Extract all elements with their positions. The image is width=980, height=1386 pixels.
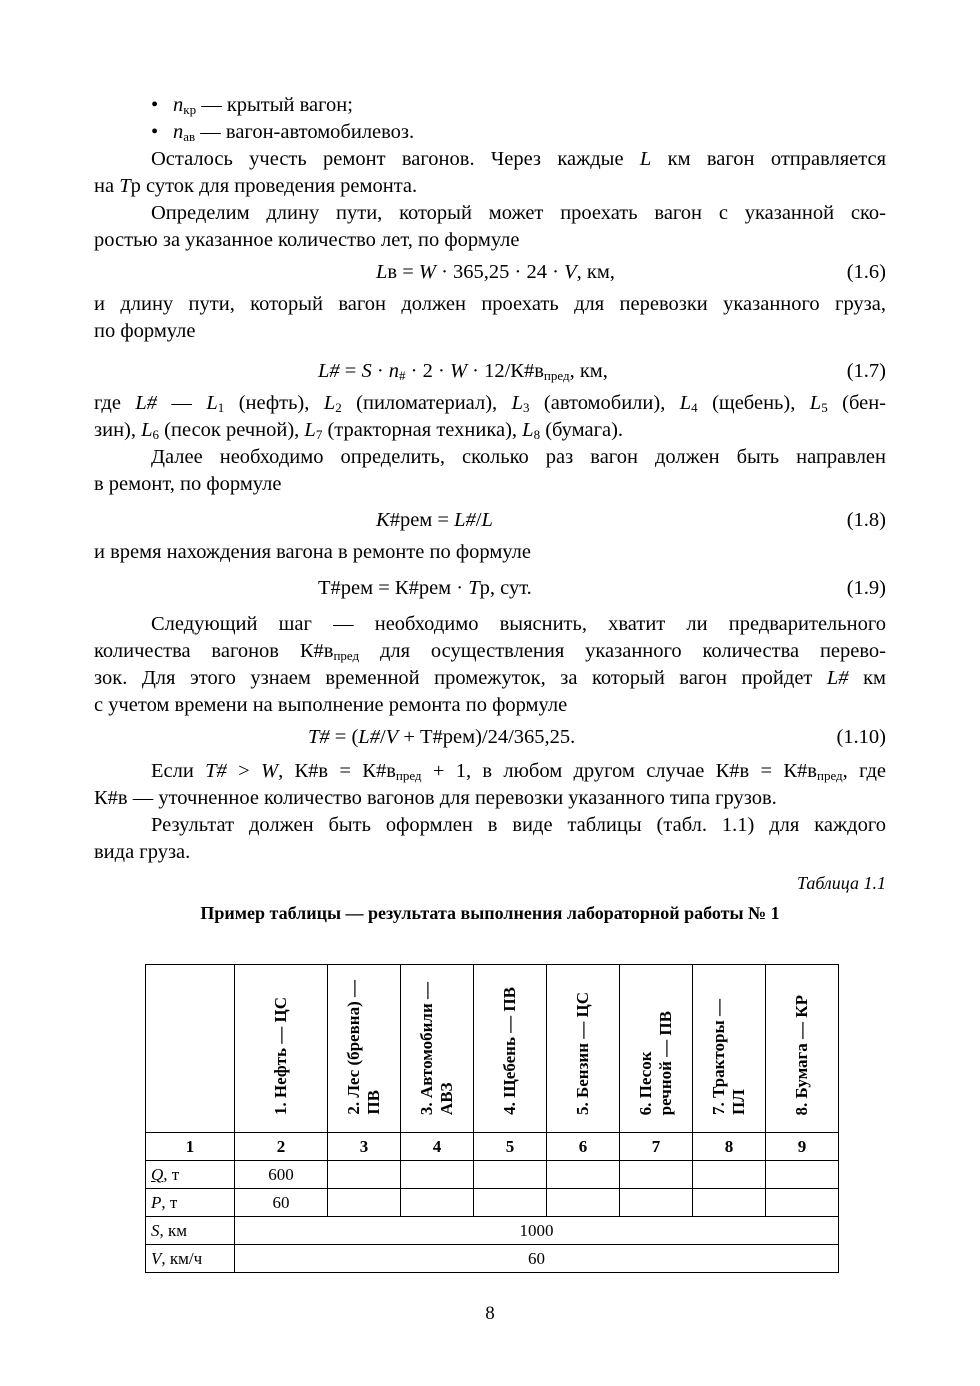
table-row	[146, 1161, 839, 1189]
symbol: L#	[135, 392, 157, 414]
table-cell	[620, 1161, 693, 1189]
table-cell	[547, 1189, 620, 1217]
page-content	[94, 92, 886, 926]
symbol: L	[679, 392, 692, 414]
formula-number: (1.8)	[846, 509, 886, 531]
list-item	[94, 119, 886, 146]
paragraph-line: Следующий шаг — необходимо выяснить, хватит ли предварительного	[151, 613, 886, 635]
table-cell	[547, 1161, 620, 1189]
column-header	[636, 1011, 676, 1127]
table-cell: 600	[235, 1161, 328, 1189]
text: р суток для проведения ремонта.	[130, 175, 418, 197]
symbol: W	[449, 360, 468, 382]
table-cell	[693, 1189, 766, 1217]
paragraph-line	[94, 390, 886, 417]
unit: , т	[163, 1164, 180, 1184]
header-text: АВЗ	[437, 1082, 456, 1115]
table-cell	[766, 1161, 839, 1189]
subscript: кр	[183, 102, 197, 117]
paragraph-line	[94, 665, 886, 692]
text: км	[848, 667, 887, 689]
subscript: #	[399, 368, 406, 383]
merged-cell: 1000	[235, 1217, 839, 1245]
symbol: L	[481, 509, 493, 531]
table-row	[146, 1217, 839, 1245]
text: , где	[842, 760, 887, 782]
symbol: V	[385, 726, 399, 748]
paragraph-line: по формуле	[94, 320, 196, 342]
table-header-cell	[328, 965, 401, 1133]
subscript: 2	[335, 400, 342, 415]
table-header-cell	[547, 965, 620, 1133]
formula-1-6	[94, 254, 886, 291]
text: (щебень),	[697, 392, 810, 414]
header-text: 4. Щебень — ПВ	[500, 987, 519, 1115]
text: для осуществления указанного количества перево-	[359, 640, 886, 662]
text: · 2 ·	[405, 360, 450, 382]
results-table	[145, 964, 839, 1273]
merged-cell: 60	[235, 1245, 839, 1273]
row-label	[146, 1245, 235, 1273]
subscript: пред	[816, 768, 843, 783]
column-number: 2	[235, 1133, 328, 1161]
symbol: L	[323, 392, 336, 414]
column-header	[573, 992, 593, 1127]
formula-expression	[376, 254, 615, 291]
text: /	[475, 509, 482, 531]
table-header-cell	[401, 965, 474, 1133]
text: + 1, в любом другом случае К#в = К#в	[421, 760, 817, 782]
formula-1-7	[94, 353, 886, 390]
formula-number: (1.6)	[846, 261, 886, 283]
subscript: пред	[543, 368, 570, 383]
list-item-text: — крытый вагон;	[196, 94, 353, 116]
text: Если	[151, 760, 206, 782]
table-header-cell	[235, 965, 328, 1133]
column-number: 8	[693, 1133, 766, 1161]
table-row	[146, 1245, 839, 1273]
symbol: S	[151, 1220, 160, 1240]
table-header-cell	[474, 965, 547, 1133]
text: где	[94, 392, 136, 414]
symbol: L	[206, 392, 218, 414]
header-text: речной — ПВ	[656, 1010, 675, 1115]
text: км вагон отправляется	[651, 148, 886, 170]
subscript: 8	[533, 427, 541, 442]
formula-expression	[318, 353, 608, 390]
symbol: V	[151, 1248, 162, 1268]
paragraph-line: Определим длину пути, который может проехать вагон с указанной ско-	[151, 202, 886, 224]
row-label	[146, 1161, 235, 1189]
table-cell	[693, 1161, 766, 1189]
paragraph-line: Далее необходимо определить, сколько раз вагон должен быть направлен	[151, 446, 886, 468]
symbol: L#	[358, 726, 380, 748]
bullet-icon: •	[151, 94, 159, 116]
formula-1-10	[94, 719, 886, 756]
text: (пиломатериал),	[341, 392, 512, 414]
header-text: ПЛ	[729, 1089, 748, 1115]
symbol: L#	[318, 360, 340, 382]
text: , км,	[576, 261, 615, 283]
formula-1-9	[94, 570, 886, 607]
paragraph-line	[94, 146, 886, 173]
text: —	[157, 392, 207, 414]
table-header-cell	[766, 965, 839, 1133]
subscript: 7	[315, 427, 323, 442]
text: · 12/К#в	[467, 360, 544, 382]
column-number: 1	[146, 1133, 235, 1161]
table-cell	[401, 1189, 474, 1217]
header-text: 7. Тракторы —	[709, 998, 728, 1115]
list-item	[94, 92, 886, 119]
header-text: 3. Автомобили —	[417, 981, 436, 1115]
column-number: 5	[474, 1133, 547, 1161]
formula-number: (1.10)	[836, 726, 886, 748]
table-cell	[474, 1189, 547, 1217]
symbol: K	[376, 509, 390, 531]
subscript: 3	[522, 400, 530, 415]
text: (бен-	[827, 392, 886, 414]
subscript: 6	[152, 427, 160, 442]
symbol: L	[511, 392, 523, 414]
subscript: пред	[395, 768, 422, 783]
text: #рем =	[389, 509, 455, 531]
column-number: 3	[328, 1133, 401, 1161]
column-number: 9	[766, 1133, 839, 1161]
text: зин),	[94, 419, 142, 441]
header-text: ПВ	[364, 1090, 383, 1115]
text: = (	[329, 726, 359, 748]
header-text: 6. Песок	[636, 1051, 655, 1115]
symbol: T	[468, 577, 480, 599]
text: ·	[371, 360, 389, 382]
column-header	[792, 995, 812, 1128]
formula-number: (1.9)	[846, 577, 886, 599]
symbol: V	[564, 261, 577, 283]
symbol: L	[522, 419, 534, 441]
text: (автомобили),	[529, 392, 680, 414]
page-number: 8	[485, 1303, 495, 1324]
text: · 365,25 · 24 ·	[435, 261, 565, 283]
column-header	[500, 987, 520, 1127]
symbol: n	[173, 121, 184, 143]
header-text: 1. Нефть — ЦС	[271, 996, 290, 1115]
column-header	[709, 999, 749, 1127]
text: /	[379, 726, 386, 748]
formula-1-8	[94, 502, 886, 539]
symbol: T#	[308, 726, 330, 748]
text: р, сут.	[479, 577, 532, 599]
table-cell	[328, 1161, 401, 1189]
symbol: Q	[151, 1164, 164, 1184]
column-number: 7	[620, 1133, 693, 1161]
paragraph-line: вида груза.	[94, 841, 191, 863]
text: Т#рем = К#рем ·	[318, 577, 469, 599]
text: Осталось учесть ремонт вагонов. Через каждые	[151, 148, 640, 170]
table-cell: 60	[235, 1189, 328, 1217]
table-header-cell	[693, 965, 766, 1133]
column-header	[344, 980, 384, 1127]
paragraph-line: К#в — уточненное количество вагонов для перевозки указанного типа грузов.	[94, 787, 777, 809]
column-number: 4	[401, 1133, 474, 1161]
symbol: L#	[826, 667, 849, 689]
paragraph-line: Результат должен быть оформлен в виде таблицы (табл. 1.1) для каждого	[151, 814, 886, 836]
row-label	[146, 1189, 235, 1217]
header-text: 5. Бензин — ЦС	[573, 991, 592, 1115]
text: количества вагонов К#в	[94, 640, 334, 662]
unit: , км/ч	[161, 1248, 203, 1268]
formula-expression	[376, 502, 493, 539]
table-cell	[766, 1189, 839, 1217]
formula-number: (1.7)	[846, 360, 886, 382]
text: >	[226, 760, 261, 782]
subscript: пред	[333, 648, 360, 663]
symbol: L	[639, 148, 652, 170]
row-label	[146, 1217, 235, 1245]
text: на	[94, 175, 120, 197]
text: зок. Для этого узнаем временной промежуток, за который вагон пройдет	[94, 667, 827, 689]
table-title: Пример таблицы — результата выполнения лабораторной работы № 1	[200, 903, 780, 923]
symbol: T#	[205, 760, 227, 782]
symbol: L	[809, 392, 822, 414]
text: (нефть),	[224, 392, 324, 414]
formula-expression	[308, 719, 575, 756]
text: (песок речной),	[159, 419, 305, 441]
subscript: 4	[691, 400, 698, 415]
column-header	[417, 982, 457, 1127]
table-cell	[401, 1161, 474, 1189]
symbol: S	[361, 360, 372, 382]
table-cell	[474, 1161, 547, 1189]
header-text: 2. Лес (бревна) —	[344, 980, 363, 1115]
table-header-row	[146, 965, 839, 1133]
symbol: T	[119, 175, 131, 197]
text: , К#в = К#в	[278, 760, 396, 782]
text: =	[339, 360, 362, 382]
symbol: L#	[454, 509, 476, 531]
header-text: 8. Бумага — КР	[792, 994, 811, 1115]
bullet-icon: •	[151, 121, 159, 143]
paragraph-line: с учетом времени на выполнение ремонта по формуле	[94, 694, 568, 716]
column-number-row	[146, 1133, 839, 1161]
table-cell	[620, 1189, 693, 1217]
symbol: L	[141, 419, 153, 441]
table-header-cell	[146, 965, 235, 1133]
subscript: ав	[183, 129, 196, 144]
paragraph-line: ростью за указанное количество лет, по формуле	[94, 229, 520, 251]
formula-expression	[318, 570, 532, 607]
symbol: W	[418, 261, 436, 283]
text: + Т#рем)/24/365,25.	[398, 726, 576, 748]
unit: , км	[159, 1220, 188, 1240]
list-item-text: — вагон-автомобилевоз.	[195, 121, 415, 143]
column-header	[271, 997, 291, 1127]
table-header-cell	[620, 965, 693, 1133]
text: в =	[387, 261, 419, 283]
table-caption: Таблица 1.1	[796, 873, 886, 893]
text: (бумага).	[540, 419, 624, 441]
table-cell	[328, 1189, 401, 1217]
paragraph-line: и длину пути, который вагон должен проехать для перевозки указанного груза,	[94, 293, 886, 315]
paragraph-line: в ремонт, по формуле	[94, 473, 282, 495]
symbol: n	[388, 360, 400, 382]
symbol: L	[304, 419, 316, 441]
column-number: 6	[547, 1133, 620, 1161]
paragraph-line	[94, 417, 886, 444]
symbol: W	[260, 760, 279, 782]
subscript: 5	[821, 400, 828, 415]
symbol: P	[151, 1192, 162, 1212]
symbol: L	[376, 261, 388, 283]
symbol: n	[173, 94, 184, 116]
text: , км,	[569, 360, 608, 382]
subscript: 1	[217, 400, 225, 415]
paragraph-line	[94, 173, 886, 200]
unit: , т	[161, 1192, 178, 1212]
table-row	[146, 1189, 839, 1217]
text: (тракторная техника),	[322, 419, 523, 441]
paragraph-line	[94, 758, 886, 785]
paragraph-line: и время нахождения вагона в ремонте по формуле	[94, 541, 531, 563]
paragraph-line	[94, 638, 886, 665]
